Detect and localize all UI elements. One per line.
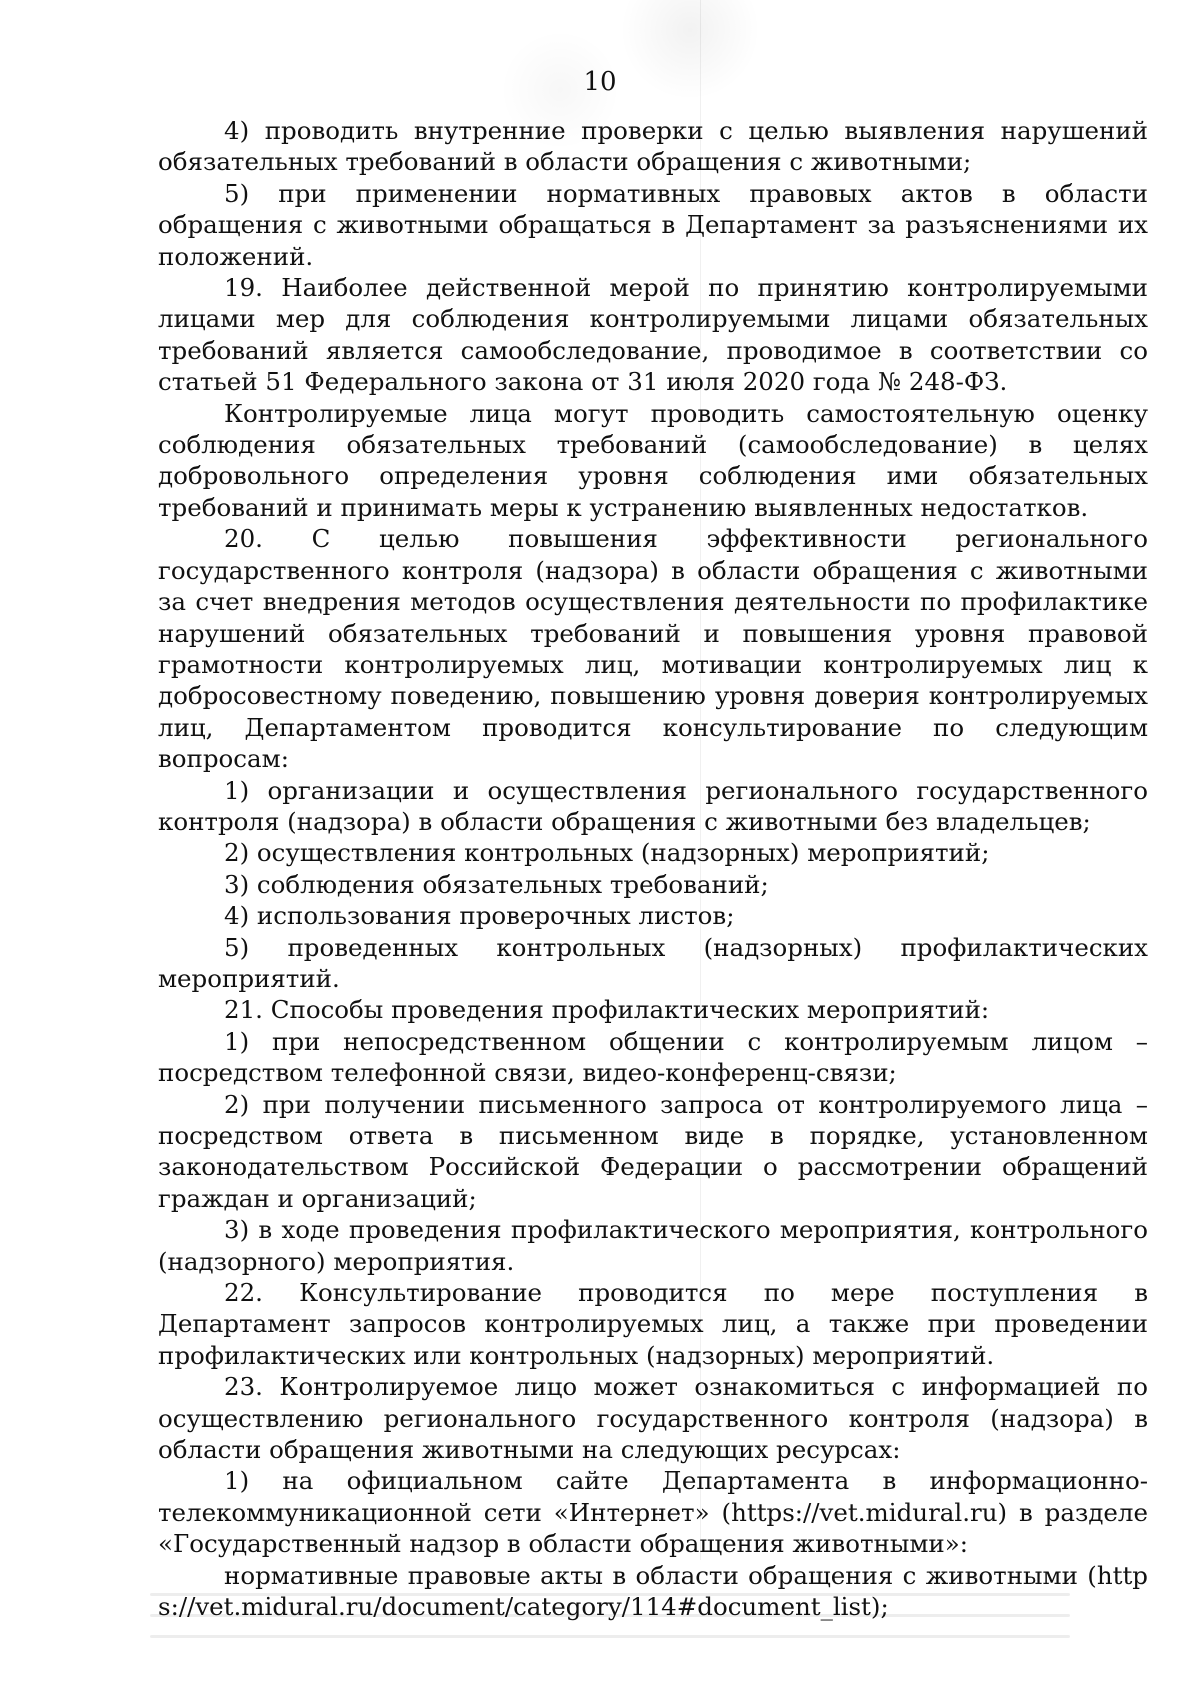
paragraph-consult-topic-2: 2) осуществления контрольных (надзорных) мероприятий; (224, 838, 990, 868)
paragraph-method-3: 3) в ходе проведения профилактического мероприятия, контрольного (надзорного) мероприятия. (158, 1215, 1148, 1276)
faint-bleedthrough (150, 1575, 1070, 1665)
paragraph-consult-topic-3: 3) соблюдения обязательных требований; (224, 869, 769, 899)
paragraph-item-5: 5) при применении нормативных правовых актов в области обращения с животными обращаться в Департамент за разъяснениями их положений. (158, 178, 1148, 271)
paragraph-resource-legal-acts: нормативные правовые акты в области обращения с животными (https://vet.midural.ru/document/category/114#document_list); (158, 1560, 1148, 1622)
faint-line (150, 1635, 1070, 1638)
paragraph-item-4: 4) проводить внутренние проверки с целью выявления нарушений обязательных требований в области обращения с животными; (158, 116, 1148, 177)
faint-line (150, 1593, 1070, 1596)
page-number: 10 (583, 67, 617, 97)
paragraph-clause-22: 22. Консультирование проводится по мере поступления в Департамент запросов контролируемых лиц, а также при проведении профилактических или контрольных (надзорных) мероприятий. (158, 1278, 1148, 1370)
paragraph-consult-topic-1: 1) организации и осуществления регионального государственного контроля (надзора) в области обращения с животными без владельцев; (158, 775, 1148, 836)
paragraph-self-assessment: Контролируемые лица могут проводить самостоятельную оценку соблюдения обязательных требований (самообследование) в целях добровольного определения уровня соблюдения ими обязательных требований и принимать меры к устранению выявленных недостатков. (158, 398, 1148, 522)
document-body (158, 115, 1148, 1623)
paragraph-method-2: 2) при получении письменного запроса от контролируемого лица – посредством ответа в письменном виде в порядке, установленном законодательством Российской Федерации о рассмотрении обращений граждан и организаций; (158, 1089, 1148, 1213)
paragraph-method-1: 1) при непосредственном общении с контролируемым лицом – посредством телефонной связи, видео-конференц-связи; (158, 1026, 1148, 1088)
paragraph-clause-21: 21. Способы проведения профилактических мероприятий: (224, 995, 990, 1025)
paragraph-clause-19: 19. Наиболее действенной мерой по принятию контролируемыми лицами мер для соблюдения контролируемыми лицами обязательных требований является самообследование, проводимое в соответствии со статьей 51 Федерального закона от 31 июля 2020 года № 248-ФЗ. (158, 273, 1148, 397)
paragraph-clause-23: 23. Контролируемое лицо может ознакомиться с информацией по осуществлению регионального государственного контроля (надзора) в области обращения животными на следующих ресурсах: (158, 1372, 1148, 1465)
faint-line (150, 1614, 1070, 1617)
paragraph-consult-topic-5: 5) проведенных контрольных (надзорных) профилактических мероприятий. (158, 932, 1148, 993)
paragraph-clause-20: 20. С целью повышения эффективности регионального государственного контроля (надзора) в области обращения с животными за счет внедрения методов осуществления деятельности по профилактике нарушений обязательных требований и повышения уровня правовой грамотности контролируемых лиц, мотивации контролируемых лиц к добросовестному поведению, повышению уровня доверия контролируемых лиц, Департаментом проводится консультирование по следующим вопросам: (158, 524, 1148, 774)
paragraph-consult-topic-4: 4) использования проверочных листов; (224, 901, 735, 931)
paragraph-resource-1: 1) на официальном сайте Департамента в информационно-телекоммуникационной сети «Интернет» (https://vet.midural.ru) в разделе «Государственный надзор в области обращения животными»: (158, 1466, 1148, 1559)
